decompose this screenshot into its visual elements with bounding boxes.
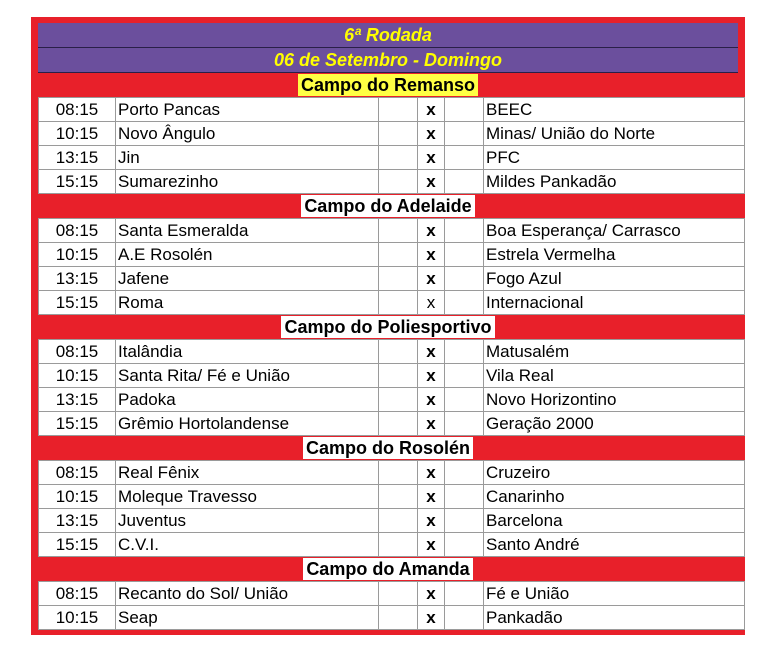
game-time: 10:15	[39, 243, 116, 267]
home-score	[379, 533, 418, 557]
versus-mark: x	[418, 170, 445, 194]
away-team: Estrela Vermelha	[484, 243, 745, 267]
table-row	[39, 485, 745, 509]
home-team: C.V.I.	[116, 533, 379, 557]
versus-mark: x	[418, 412, 445, 436]
home-score	[379, 146, 418, 170]
away-score	[445, 364, 484, 388]
away-team: Vila Real	[484, 364, 745, 388]
game-time: 08:15	[39, 461, 116, 485]
away-team: Pankadão	[484, 606, 745, 630]
game-time: 10:15	[39, 364, 116, 388]
away-team: Santo André	[484, 533, 745, 557]
venue-header	[38, 557, 738, 581]
home-team: Roma	[116, 291, 379, 315]
home-score	[379, 122, 418, 146]
venue-header	[38, 436, 738, 460]
versus-mark: x	[418, 388, 445, 412]
table-row	[39, 533, 745, 557]
home-score	[379, 388, 418, 412]
table-row	[39, 98, 745, 122]
home-team: Italândia	[116, 340, 379, 364]
versus-mark: x	[418, 98, 445, 122]
home-score	[379, 291, 418, 315]
home-score	[379, 412, 418, 436]
table-row	[39, 461, 745, 485]
away-team: Boa Esperança/ Carrasco	[484, 219, 745, 243]
away-team: Novo Horizontino	[484, 388, 745, 412]
home-score	[379, 606, 418, 630]
away-score	[445, 461, 484, 485]
versus-mark: x	[418, 146, 445, 170]
away-team: Canarinho	[484, 485, 745, 509]
home-team: Juventus	[116, 509, 379, 533]
away-score	[445, 388, 484, 412]
away-score	[445, 509, 484, 533]
away-score	[445, 340, 484, 364]
home-team: Jafene	[116, 267, 379, 291]
home-team: Grêmio Hortolandense	[116, 412, 379, 436]
venue-header	[38, 73, 738, 97]
game-time: 15:15	[39, 291, 116, 315]
away-score	[445, 146, 484, 170]
venues-container	[38, 73, 738, 630]
away-score	[445, 582, 484, 606]
round-title: 6ª Rodada	[38, 23, 738, 48]
table-row	[39, 146, 745, 170]
game-time: 15:15	[39, 533, 116, 557]
games-table	[38, 581, 745, 630]
away-team: Minas/ União do Norte	[484, 122, 745, 146]
versus-mark: x	[418, 582, 445, 606]
home-score	[379, 243, 418, 267]
home-score	[379, 219, 418, 243]
away-team: Fé e União	[484, 582, 745, 606]
game-time: 10:15	[39, 485, 116, 509]
venue-name: Campo do Poliesportivo	[281, 316, 494, 338]
home-team: Moleque Travesso	[116, 485, 379, 509]
home-team: Santa Rita/ Fé e União	[116, 364, 379, 388]
home-team: Real Fênix	[116, 461, 379, 485]
versus-mark: x	[418, 219, 445, 243]
home-score	[379, 461, 418, 485]
table-row	[39, 219, 745, 243]
table-row	[39, 582, 745, 606]
home-team: A.E Rosolén	[116, 243, 379, 267]
venue-header	[38, 194, 738, 218]
away-score	[445, 243, 484, 267]
away-team: Internacional	[484, 291, 745, 315]
table-row	[39, 388, 745, 412]
away-score	[445, 267, 484, 291]
home-score	[379, 98, 418, 122]
game-time: 08:15	[39, 98, 116, 122]
table-row	[39, 412, 745, 436]
versus-mark: x	[418, 533, 445, 557]
table-row	[39, 243, 745, 267]
home-team: Sumarezinho	[116, 170, 379, 194]
versus-mark: x	[418, 364, 445, 388]
versus-mark: x	[418, 485, 445, 509]
away-team: PFC	[484, 146, 745, 170]
away-score	[445, 219, 484, 243]
away-score	[445, 122, 484, 146]
date-title: 06 de Setembro - Domingo	[38, 48, 738, 73]
versus-mark: x	[418, 291, 445, 315]
game-time: 10:15	[39, 606, 116, 630]
table-row	[39, 267, 745, 291]
game-time: 08:15	[39, 219, 116, 243]
away-team: Mildes Pankadão	[484, 170, 745, 194]
home-score	[379, 509, 418, 533]
home-team: Recanto do Sol/ União	[116, 582, 379, 606]
away-team: Geração 2000	[484, 412, 745, 436]
away-score	[445, 291, 484, 315]
venue-name: Campo do Remanso	[298, 74, 478, 96]
home-score	[379, 267, 418, 291]
away-team: BEEC	[484, 98, 745, 122]
table-row	[39, 509, 745, 533]
table-row	[39, 291, 745, 315]
away-score	[445, 485, 484, 509]
versus-mark: x	[418, 243, 445, 267]
home-team: Santa Esmeralda	[116, 219, 379, 243]
versus-mark: x	[418, 267, 445, 291]
games-table	[38, 460, 745, 557]
table-row	[39, 340, 745, 364]
game-time: 08:15	[39, 582, 116, 606]
game-time: 10:15	[39, 122, 116, 146]
away-score	[445, 170, 484, 194]
table-row	[39, 364, 745, 388]
home-team: Porto Pancas	[116, 98, 379, 122]
home-team: Seap	[116, 606, 379, 630]
game-time: 15:15	[39, 412, 116, 436]
game-time: 13:15	[39, 509, 116, 533]
home-team: Novo Ângulo	[116, 122, 379, 146]
home-team: Padoka	[116, 388, 379, 412]
venue-header	[38, 315, 738, 339]
away-team: Cruzeiro	[484, 461, 745, 485]
home-score	[379, 170, 418, 194]
schedule-sheet	[31, 17, 745, 635]
versus-mark: x	[418, 509, 445, 533]
game-time: 13:15	[39, 267, 116, 291]
home-team: Jin	[116, 146, 379, 170]
game-time: 13:15	[39, 388, 116, 412]
home-score	[379, 340, 418, 364]
versus-mark: x	[418, 461, 445, 485]
versus-mark: x	[418, 606, 445, 630]
game-time: 08:15	[39, 340, 116, 364]
game-time: 15:15	[39, 170, 116, 194]
away-team: Barcelona	[484, 509, 745, 533]
versus-mark: x	[418, 122, 445, 146]
away-score	[445, 98, 484, 122]
table-row	[39, 122, 745, 146]
venue-name: Campo do Amanda	[303, 558, 472, 580]
versus-mark: x	[418, 340, 445, 364]
venue-name: Campo do Rosolén	[303, 437, 473, 459]
table-row	[39, 606, 745, 630]
away-team: Fogo Azul	[484, 267, 745, 291]
home-score	[379, 582, 418, 606]
games-table	[38, 218, 745, 315]
game-time: 13:15	[39, 146, 116, 170]
away-score	[445, 533, 484, 557]
table-row	[39, 170, 745, 194]
away-score	[445, 606, 484, 630]
home-score	[379, 485, 418, 509]
home-score	[379, 364, 418, 388]
games-table	[38, 339, 745, 436]
away-team: Matusalém	[484, 340, 745, 364]
games-table	[38, 97, 745, 194]
away-score	[445, 412, 484, 436]
venue-name: Campo do Adelaide	[301, 195, 474, 217]
